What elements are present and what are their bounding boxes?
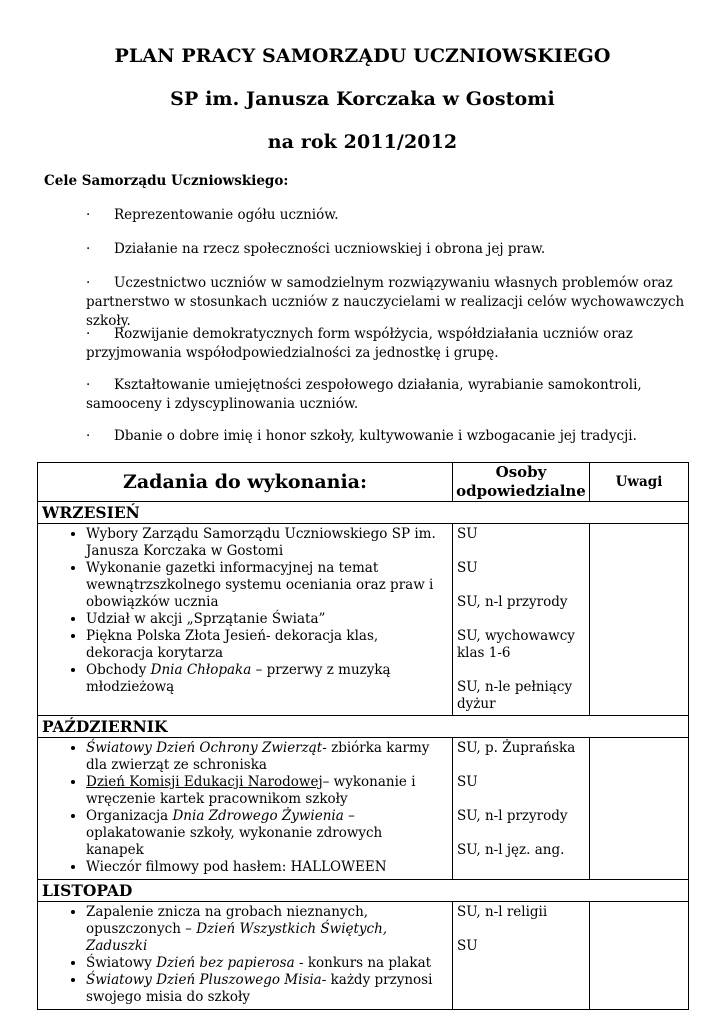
task-text: Światowy Dzień Ochrony Zwierząt [86,740,323,756]
notes-cell [590,902,689,1010]
month-row [38,880,689,902]
document-title: PLAN PRACY SAMORZĄDU UCZNIOWSKIEGO [114,45,611,67]
task-text: Dzień Komisji Edukacji Narodowej [86,774,323,790]
task-item [86,808,444,859]
bullet-icon: · [86,326,91,342]
goal-item [86,325,686,363]
task-item [86,628,444,662]
school-name: SP im. Janusza Korczaka w Gostomi [170,88,555,110]
responsible-entry: SU, n-le pełniący dyżur [457,679,573,712]
notes-cell [590,524,689,716]
responsible-entry: SU [457,560,478,576]
school-year: na rok 2011/2012 [267,131,458,153]
task-text: Dnia Chłopaka [150,662,252,678]
goal-item [86,274,686,331]
responsible-entry: SU, n-l jęz. ang. [457,842,565,858]
responsible-entry: SU, n-l przyrody [457,594,568,610]
responsible-cell [453,738,590,880]
task-text: - konkurs na plakat [294,955,432,971]
responsible-cell [453,524,590,716]
responsible-entry: SU [457,526,478,542]
table-body [38,502,689,1010]
task-item [86,560,444,611]
responsible-entry: SU, n-l religii [457,904,548,920]
task-text: - zbiórka karmy dla zwierząt ze schroniska [86,740,430,773]
tasks-table [37,462,689,1010]
column-header-responsible-line2: odpowiedzialne [456,482,586,500]
responsible-cell [453,902,590,1010]
month-heading: LISTOPAD [38,880,689,902]
goal-item [86,376,686,414]
task-text: - każdy przynosi swojego misia do szkoły [86,972,433,1005]
task-text: Dzień Wszystkich Świętych, Zaduszki [86,921,388,954]
task-text: Wybory Zarządu Samorządu Uczniowskiego SP im. Janusza Korczaka w Gostomi [86,526,436,559]
task-list [38,738,452,879]
goal-item [86,240,686,259]
column-header-responsible-line1: Osoby [495,463,547,481]
task-text: Światowy [86,955,157,971]
table-row [38,524,689,716]
goal-item [86,427,686,446]
task-text: Wykonanie gazetki informacyjnej na temat wewnątrzszkolnego systemu oceniania oraz praw i obowiązków ucznia [86,560,434,610]
goal-text: Działanie na rzecz społeczności uczniowskiej i obrona jej praw. [114,241,546,257]
table-header-row [38,463,689,502]
column-header-responsible [453,463,590,502]
task-text: Dnia Zdrowego Żywienia [172,808,344,824]
responsible-entry: SU, n-l przyrody [457,808,568,824]
table-row [38,738,689,880]
bullet-icon: · [86,275,91,291]
responsible-entry: SU, wychowawcy klas 1-6 [457,628,575,661]
column-header-notes: Uwagi [590,463,689,502]
bullet-icon: · [86,207,91,223]
task-item [86,859,444,876]
task-text: Organizacja [86,808,173,824]
task-list [38,902,452,1009]
responsible-entry: SU [457,938,478,954]
month-row [38,716,689,738]
bullet-icon: · [86,428,91,444]
goal-text: Kształtowanie umiejętności zespołowego działania, wyrabianie samokontroli, samooceny i zdyscyplinowania uczniów. [86,377,642,412]
notes-cell [590,738,689,880]
goal-text: Reprezentowanie ogółu uczniów. [114,207,339,223]
task-item [86,611,444,628]
task-item [86,904,444,955]
tasks-cell [38,524,453,716]
task-text: Światowy Dzień Pluszowego Misia [86,972,322,988]
bullet-icon: · [86,377,91,393]
responsible-entry: SU, p. Żuprańska [457,740,576,756]
task-text: Wieczór filmowy pod hasłem: HALLOWEEN [86,859,387,875]
month-heading: WRZESIEŃ [38,502,689,524]
column-header-tasks: Zadania do wykonania: [38,463,453,502]
task-text: – wykonanie i wręczenie kartek pracownikom szkoły [86,774,416,807]
task-item [86,774,444,808]
task-text: Udział w akcji „Sprzątanie Świata” [86,611,326,627]
goal-text: Dbanie o dobre imię i honor szkoły, kultywowanie i wzbogacanie jej tradycji. [114,428,637,444]
task-text: Piękna Polska Złota Jesień- dekoracja klas, dekoracja korytarza [86,628,379,661]
responsible-entry: SU [457,774,478,790]
task-item [86,662,444,696]
tasks-cell [38,902,453,1010]
goal-text: Rozwijanie demokratycznych form współżycia, współdziałania uczniów oraz przyjmowania współodpowiedzialności za jednostkę i grupę. [86,326,633,361]
tasks-cell [38,738,453,880]
task-text: Dzień bez papierosa [156,955,295,971]
month-row [38,502,689,524]
goals-heading: Cele Samorządu Uczniowskiego: [44,173,289,189]
goal-text: Uczestnictwo uczniów w samodzielnym rozwiązywaniu własnych problemów oraz partnerstwo w stosunkach uczniów z nauczycielami w realizacji celów wychowawczych szkoły. [86,275,685,329]
task-text: Obchody [86,662,151,678]
task-list [38,524,452,699]
task-item [86,740,444,774]
table-row [38,902,689,1010]
task-item [86,972,444,1006]
task-text: – oplakatowanie szkoły, wykonanie zdrowych kanapek [86,808,383,858]
task-item [86,955,444,972]
task-item [86,526,444,560]
goal-item [86,206,686,225]
bullet-icon: · [86,241,91,257]
task-text: – przerwy z muzyką młodzieżową [86,662,391,695]
month-heading: PAŹDZIERNIK [38,716,689,738]
task-text: Zapalenie znicza na grobach nieznanych, opuszczonych – [86,904,369,937]
